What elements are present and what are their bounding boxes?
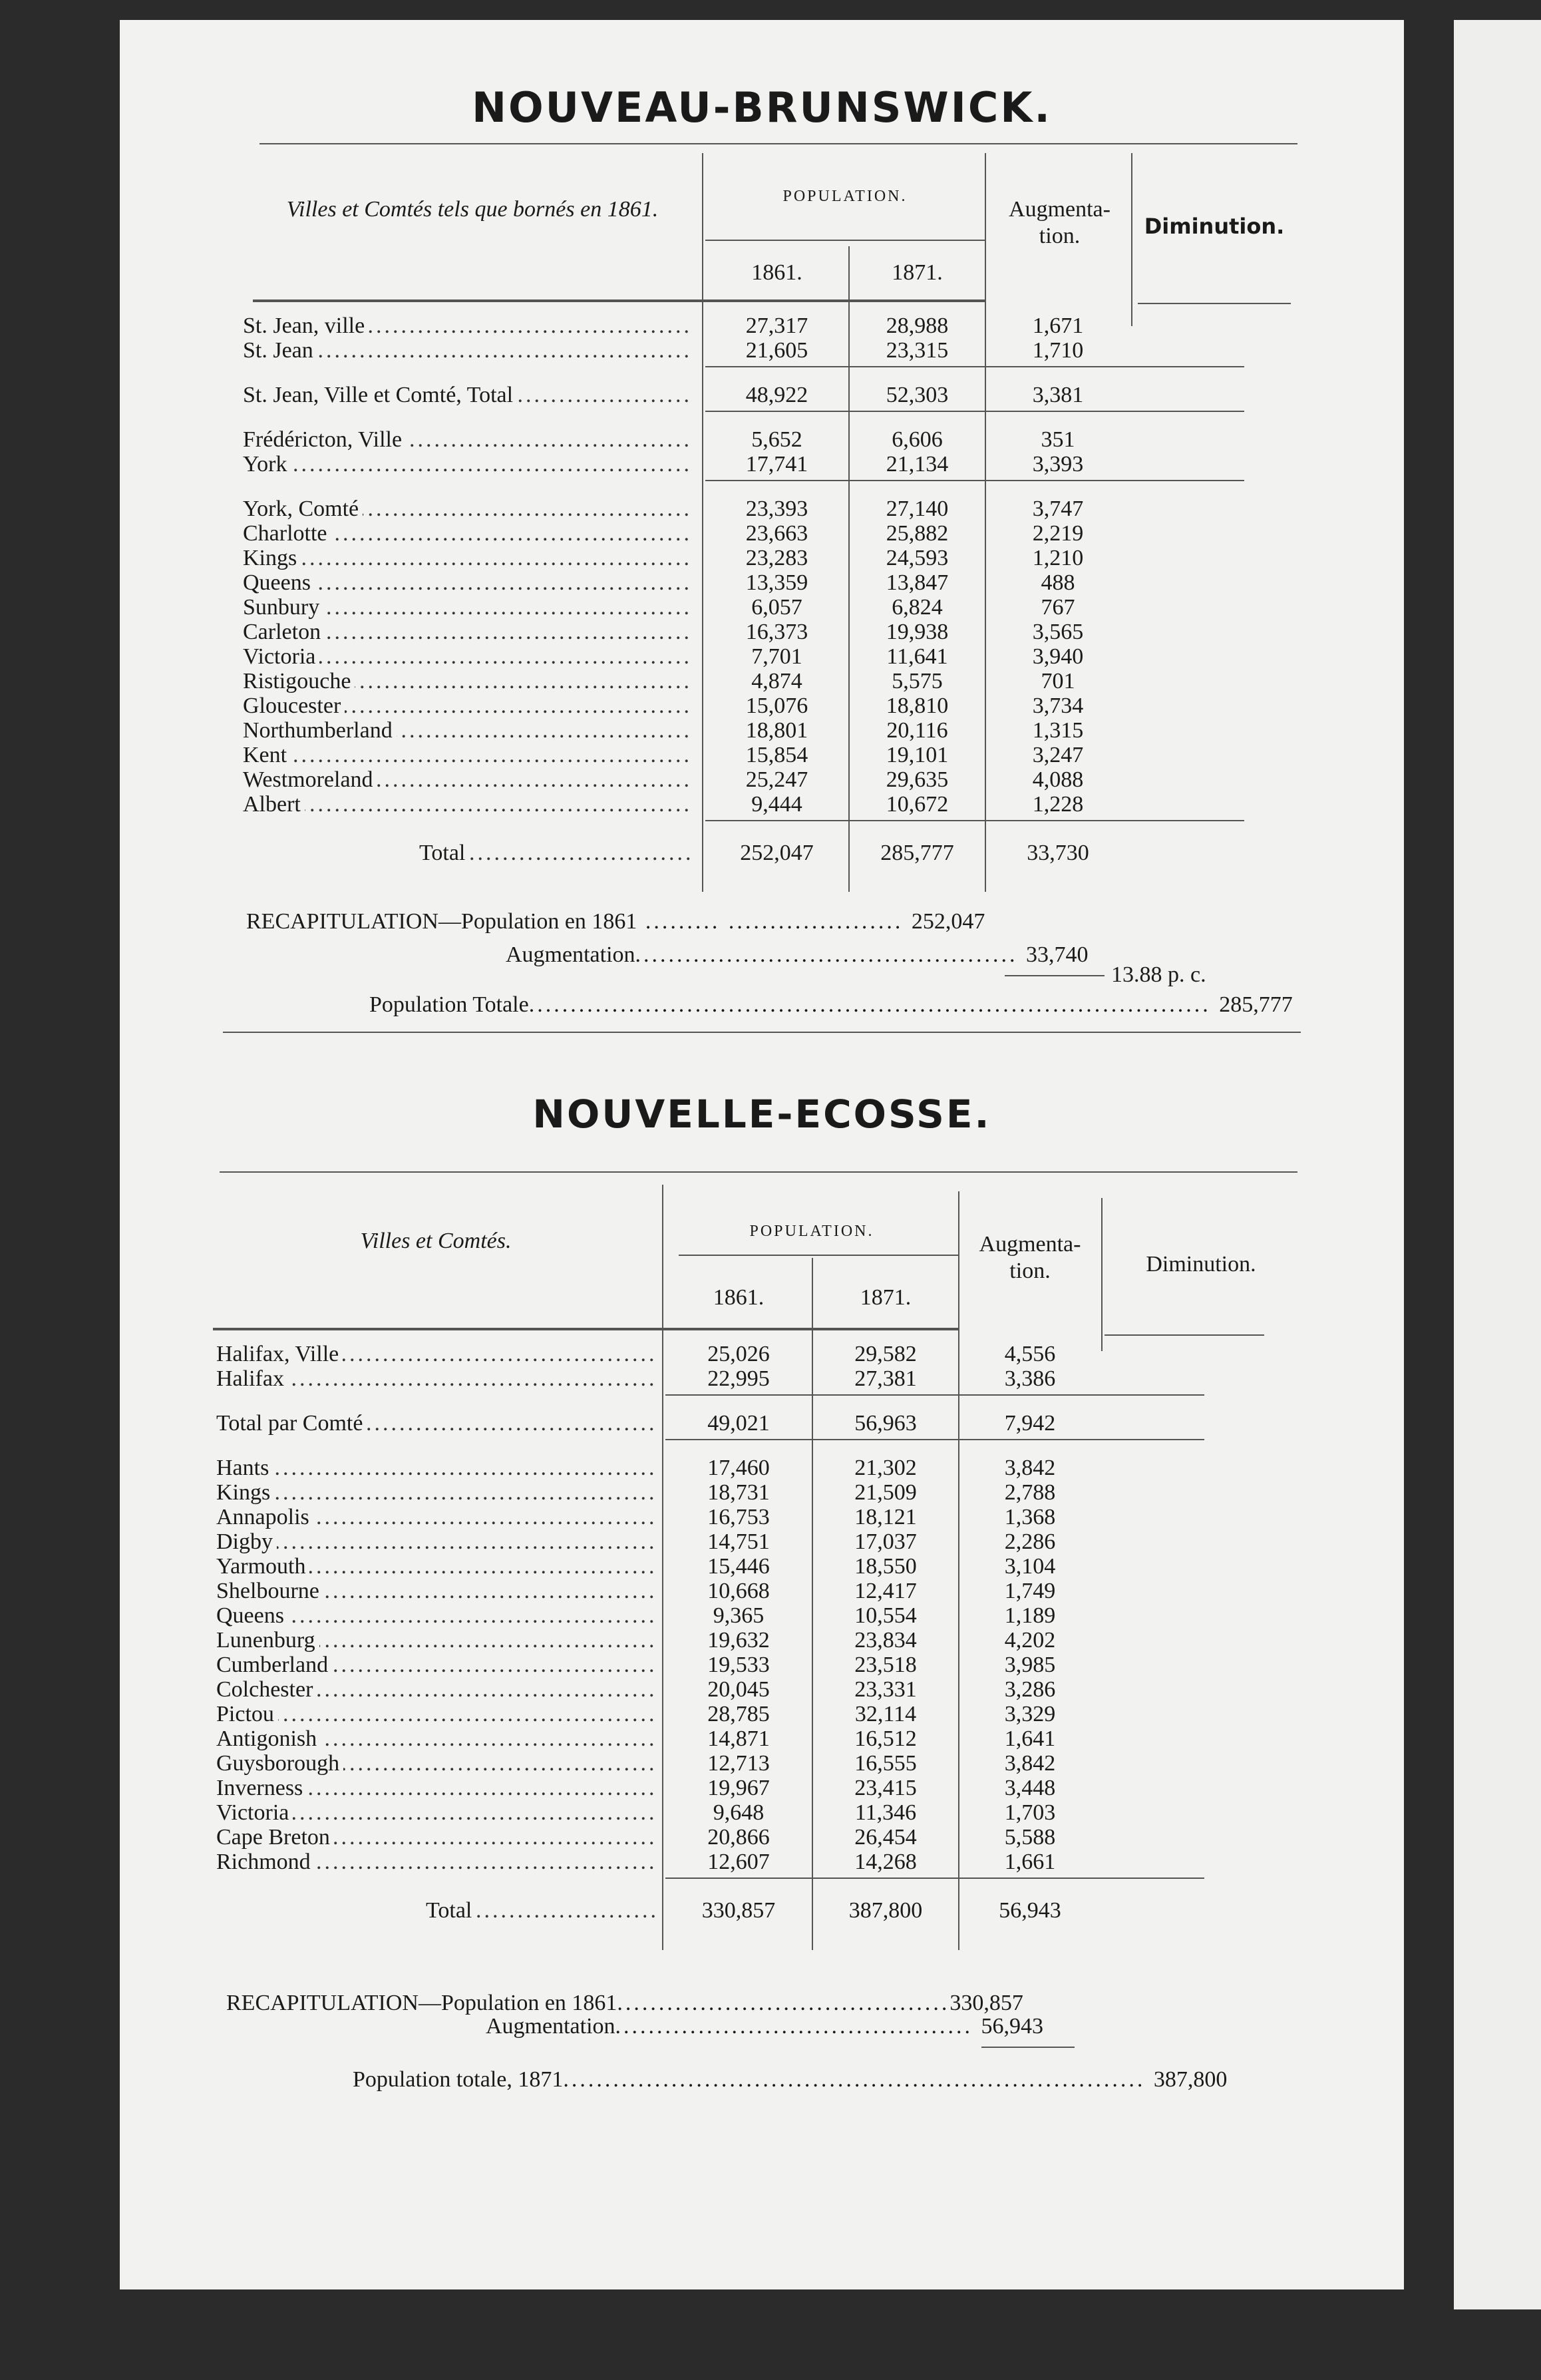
cell-p1861: 21,605: [745, 338, 808, 363]
cell-p1871: 19,938: [886, 620, 949, 644]
row-name: Inverness .....: [216, 1775, 655, 1802]
cell-p1861: 48,922: [745, 383, 808, 407]
recap-line: RECAPITULATION—Population en 1861 ......... ..................... 252,047: [246, 909, 985, 934]
table-row: [120, 1652, 1404, 1679]
cell-p1861: 252,047: [740, 841, 814, 865]
cell-p1861: 28,785: [707, 1702, 770, 1726]
row-name: Guysborough .....: [216, 1750, 655, 1777]
cell-aug: 3,842: [1004, 1456, 1056, 1480]
header-bottom-rule: [213, 1328, 958, 1330]
cell-aug: 3,386: [1004, 1366, 1056, 1391]
cell-p1861: 18,731: [707, 1480, 770, 1505]
table-row: [120, 619, 1404, 646]
row-name: Shelbourne .....: [216, 1578, 655, 1605]
cell-p1871: 285,777: [880, 841, 954, 865]
cell-p1871: 10,672: [886, 792, 949, 817]
table-row: [120, 496, 1404, 522]
cell-p1861: 4,874: [751, 669, 802, 694]
row-name: St. Jean, Ville et Comté, Total .....: [243, 382, 692, 409]
table-row: [120, 382, 1404, 409]
row-name: Cape Breton .....: [216, 1824, 655, 1851]
table-row: [120, 1849, 1404, 1876]
cell-aug: 5,588: [1004, 1825, 1056, 1850]
recap-augmentation-line: Augmentation........................................... 56,943: [486, 2014, 1044, 2039]
cell-p1871: 52,303: [886, 383, 949, 407]
cell-p1871: 21,509: [854, 1480, 917, 1505]
cell-p1871: 11,346: [854, 1800, 917, 1825]
table-row: [120, 1775, 1404, 1802]
cell-p1861: 16,373: [745, 620, 808, 644]
cell-aug: 3,393: [1032, 452, 1084, 477]
cell-p1871: 13,847: [886, 570, 949, 595]
table-row: [120, 668, 1404, 695]
header-augmentation: Augmenta- tion.: [979, 1232, 1081, 1283]
cell-aug: 3,104: [1004, 1554, 1056, 1579]
cell-p1871: 32,114: [854, 1702, 917, 1726]
table-row: [120, 594, 1404, 621]
row-name: Kings .....: [216, 1480, 655, 1506]
cell-p1861: 23,283: [745, 546, 808, 570]
cell-aug: 767: [1041, 595, 1075, 620]
table-row: [120, 570, 1404, 596]
cell-p1861: 15,854: [745, 743, 808, 767]
cell-aug: 3,286: [1004, 1677, 1056, 1702]
header-bottom-rule: [253, 299, 985, 302]
group-rule: [665, 1439, 1204, 1440]
row-name: St. Jean, ville .....: [243, 313, 692, 339]
cell-p1861: 12,713: [707, 1751, 770, 1776]
cell-p1861: 14,751: [707, 1529, 770, 1554]
cell-p1861: 330,857: [701, 1898, 776, 1923]
cell-p1871: 5,575: [892, 669, 943, 694]
cell-aug: 1,315: [1032, 718, 1084, 743]
row-name: Victoria .....: [216, 1800, 655, 1826]
cell-p1871: 17,037: [854, 1529, 917, 1554]
header-1861: 1861.: [713, 1285, 765, 1310]
recap-augmentation-value: 56,943: [981, 2014, 1044, 2039]
cell-p1871: 14,268: [854, 1850, 917, 1874]
column-rule: [1101, 1198, 1103, 1351]
cell-p1861: 9,444: [751, 792, 802, 817]
recap-total-label: Population totale, 1871: [353, 2067, 564, 2092]
recap-total-line: Population totale, 1871...................................................................... 387,800: [353, 2067, 1228, 2092]
cell-aug: 3,842: [1004, 1751, 1056, 1776]
cell-p1871: 6,824: [892, 595, 943, 620]
header-1871: 1871.: [860, 1285, 912, 1310]
row-name: Albert .....: [243, 791, 692, 818]
row-name: Lunenburg .....: [216, 1627, 655, 1654]
total-row: [120, 1897, 1404, 1924]
recap-rule: [1005, 975, 1105, 976]
row-name: Frédéricton, Ville .....: [243, 427, 692, 453]
table-row: [120, 1366, 1404, 1392]
cell-aug: 701: [1041, 669, 1075, 694]
cell-p1871: 12,417: [854, 1579, 917, 1603]
cell-aug: 1,368: [1004, 1505, 1056, 1529]
table-row: [120, 1341, 1404, 1368]
row-name: Carleton .....: [243, 619, 692, 646]
cell-p1871: 387,800: [848, 1898, 923, 1923]
table-row: [120, 337, 1404, 364]
recap-total-line: Population Totale.................................................................................. 285,777: [369, 992, 1293, 1017]
cell-aug: 1,710: [1032, 338, 1084, 363]
table-row: [120, 1627, 1404, 1654]
cell-p1861: 7,701: [751, 644, 802, 669]
cell-p1871: 56,963: [854, 1411, 917, 1436]
row-name: Antigonish .....: [216, 1726, 655, 1752]
recap-percent: 13.88 p. c.: [1111, 962, 1206, 987]
cell-p1861: 10,668: [707, 1579, 770, 1603]
recap-total-label: Population Totale: [369, 992, 529, 1017]
cell-p1871: 18,121: [854, 1505, 917, 1529]
cell-p1861: 12,607: [707, 1850, 770, 1874]
cell-p1861: 9,365: [713, 1603, 765, 1628]
cell-p1871: 27,140: [886, 496, 949, 521]
table-row: [120, 644, 1404, 670]
cell-p1871: 29,635: [886, 767, 949, 792]
cell-p1871: 24,593: [886, 546, 949, 570]
row-name: Westmoreland .....: [243, 767, 692, 793]
cell-p1861: 18,801: [745, 718, 808, 743]
cell-aug: 3,247: [1032, 743, 1084, 767]
table-row: [120, 1800, 1404, 1826]
row-name: Cumberland .....: [216, 1652, 655, 1679]
cell-aug: 351: [1041, 427, 1075, 452]
cell-p1871: 6,606: [892, 427, 943, 452]
recap-rule: [981, 2047, 1075, 2048]
cell-p1871: 29,582: [854, 1342, 917, 1366]
cell-aug: 4,556: [1004, 1342, 1056, 1366]
cell-p1871: 16,512: [854, 1726, 917, 1751]
cell-p1871: 10,554: [854, 1603, 917, 1628]
table-row: [120, 767, 1404, 793]
cell-p1871: 19,101: [886, 743, 949, 767]
cell-p1861: 19,967: [707, 1776, 770, 1800]
recap-augmentation-value: 33,740: [1026, 942, 1089, 967]
header-villes-comtes: Villes et Comtés tels que bornés en 1861.: [286, 197, 659, 222]
section-title: NOUVEAU-BRUNSWICK.: [472, 83, 1052, 132]
row-name: Northumberland .....: [243, 717, 692, 744]
facing-page-edge: [1454, 20, 1541, 2309]
cell-p1861: 13,359: [745, 570, 808, 595]
column-rule: [1131, 153, 1132, 326]
cell-aug: 1,189: [1004, 1603, 1056, 1628]
group-rule: [665, 1878, 1204, 1879]
document-page: [120, 20, 1404, 2289]
cell-p1871: 21,134: [886, 452, 949, 477]
cell-p1861: 25,026: [707, 1342, 770, 1366]
cell-p1871: 28,988: [886, 313, 949, 338]
cell-p1861: 23,393: [745, 496, 808, 521]
cell-p1861: 19,533: [707, 1653, 770, 1677]
group-rule: [705, 411, 1244, 412]
cell-aug: 2,219: [1032, 521, 1084, 546]
table-top-rule: [259, 143, 1297, 144]
table-row: [120, 1603, 1404, 1629]
cell-p1861: 6,057: [751, 595, 802, 620]
row-name: Annapolis .....: [216, 1504, 655, 1531]
table-row: [120, 1824, 1404, 1851]
cell-aug: 3,985: [1004, 1653, 1056, 1677]
header-rule: [705, 240, 985, 241]
cell-aug: 7,942: [1004, 1411, 1056, 1436]
cell-aug: 1,671: [1032, 313, 1084, 338]
group-rule: [665, 1394, 1204, 1396]
header-1861: 1861.: [751, 260, 802, 285]
cell-p1871: 18,550: [854, 1554, 917, 1579]
row-name: Digby .....: [216, 1529, 655, 1555]
diminution-rule: [1105, 1334, 1264, 1336]
recap-augmentation-label: Augmentation: [486, 2014, 615, 2039]
section-separator: [223, 1032, 1301, 1033]
cell-p1861: 9,648: [713, 1800, 765, 1825]
cell-aug: 3,448: [1004, 1776, 1056, 1800]
header-rule: [679, 1255, 958, 1256]
row-name: Queens .....: [216, 1603, 655, 1629]
cell-p1861: 19,632: [707, 1628, 770, 1653]
table-row: [120, 427, 1404, 453]
cell-aug: 3,734: [1032, 694, 1084, 718]
group-rule: [705, 366, 1244, 367]
cell-p1861: 16,753: [707, 1505, 770, 1529]
header-diminution: Diminution.: [1144, 214, 1285, 239]
header-augmentation: Augmenta- tion.: [1009, 197, 1111, 248]
cell-aug: 3,329: [1004, 1702, 1056, 1726]
cell-aug: 1,228: [1032, 792, 1084, 817]
cell-aug: 4,202: [1004, 1628, 1056, 1653]
recap-total-value: 285,777: [1219, 992, 1293, 1017]
recap-augmentation-label: Augmentation: [506, 942, 635, 967]
row-name: Richmond .....: [216, 1849, 655, 1876]
recap-1861-value: 252,047: [911, 909, 985, 934]
cell-p1871: 26,454: [854, 1825, 917, 1850]
table-row: [120, 313, 1404, 339]
cell-aug: 1,210: [1032, 546, 1084, 570]
cell-p1871: 23,415: [854, 1776, 917, 1800]
cell-p1861: 25,247: [745, 767, 808, 792]
group-rule: [705, 820, 1244, 821]
cell-p1871: 23,315: [886, 338, 949, 363]
cell-p1861: 20,045: [707, 1677, 770, 1702]
cell-aug: 33,730: [1027, 841, 1089, 865]
row-name: St. Jean .....: [243, 337, 692, 364]
row-name: Gloucester .....: [243, 693, 692, 719]
total-row: [120, 840, 1404, 867]
cell-p1861: 23,663: [745, 521, 808, 546]
cell-p1871: 11,641: [886, 644, 948, 669]
diminution-rule: [1138, 303, 1291, 304]
table-row: [120, 1504, 1404, 1531]
cell-p1861: 27,317: [745, 313, 808, 338]
row-name: Halifax, Ville .....: [216, 1341, 655, 1368]
header-diminution: Diminution.: [1146, 1252, 1256, 1277]
row-name: Victoria .....: [243, 644, 692, 670]
table-row: [120, 545, 1404, 572]
recap-label: RECAPITULATION—Population en 1861: [226, 1991, 617, 2015]
table-top-rule: [220, 1171, 1297, 1173]
cell-p1871: 25,882: [886, 521, 949, 546]
cell-aug: 2,788: [1004, 1480, 1056, 1505]
row-name: Hants .....: [216, 1455, 655, 1482]
cell-p1861: 15,076: [745, 694, 808, 718]
table-row: [120, 1480, 1404, 1506]
cell-aug: 3,747: [1032, 496, 1084, 521]
table-row: [120, 1677, 1404, 1703]
table-row: [120, 693, 1404, 719]
cell-p1861: 15,446: [707, 1554, 770, 1579]
table-row: [120, 1529, 1404, 1555]
row-name: Halifax .....: [216, 1366, 655, 1392]
group-rule: [705, 480, 1244, 481]
cell-aug: 4,088: [1032, 767, 1084, 792]
table-row: [120, 1750, 1404, 1777]
cell-p1861: 17,460: [707, 1456, 770, 1480]
row-name: York, Comté .....: [243, 496, 692, 522]
cell-p1861: 22,995: [707, 1366, 770, 1391]
table-row: [120, 1701, 1404, 1728]
table-row: [120, 717, 1404, 744]
row-name: Kent .....: [243, 742, 692, 769]
recap-total-value: 387,800: [1153, 2067, 1228, 2092]
recap-1861-value: 330,857: [949, 1991, 1023, 2015]
table-row: [120, 1455, 1404, 1482]
row-name: Total .....: [419, 840, 692, 867]
cell-aug: 3,565: [1032, 620, 1084, 644]
table-row: [120, 791, 1404, 818]
table-row: [120, 742, 1404, 769]
cell-p1861: 49,021: [707, 1411, 770, 1436]
row-name: Kings .....: [243, 545, 692, 572]
section-title: NOUVELLE-ECOSSE.: [532, 1091, 991, 1137]
cell-p1871: 23,518: [854, 1653, 917, 1677]
row-name: Sunbury .....: [243, 594, 692, 621]
cell-p1871: 27,381: [854, 1366, 917, 1391]
row-name: Charlotte .....: [243, 520, 692, 547]
cell-p1871: 23,834: [854, 1628, 917, 1653]
cell-aug: 1,641: [1004, 1726, 1056, 1751]
row-name: Colchester .....: [216, 1677, 655, 1703]
recap-augmentation-line: Augmentation.............................................. 33,740: [506, 942, 1089, 967]
cell-p1871: 20,116: [886, 718, 948, 743]
cell-p1861: 14,871: [707, 1726, 770, 1751]
cell-aug: 2,286: [1004, 1529, 1056, 1554]
header-villes-comtes: Villes et Comtés.: [360, 1229, 512, 1253]
header-population: POPULATION.: [782, 188, 908, 205]
recap-label: RECAPITULATION—Population en 1861: [246, 909, 637, 934]
cell-aug: 488: [1041, 570, 1075, 595]
cell-p1871: 18,810: [886, 694, 949, 718]
cell-p1861: 17,741: [745, 452, 808, 477]
row-name: Yarmouth .....: [216, 1553, 655, 1580]
row-name: Queens .....: [243, 570, 692, 596]
cell-aug: 1,661: [1004, 1850, 1056, 1874]
table-row: [120, 1578, 1404, 1605]
table-row: [120, 1553, 1404, 1580]
cell-aug: 56,943: [999, 1898, 1061, 1923]
row-name: Total par Comté .....: [216, 1410, 655, 1437]
row-name: Total .....: [426, 1897, 655, 1924]
header-1871: 1871.: [892, 260, 943, 285]
header-population: POPULATION.: [749, 1223, 874, 1240]
table-row: [120, 520, 1404, 547]
cell-p1871: 16,555: [854, 1751, 917, 1776]
recap-line: RECAPITULATION—Population en 1861........................................330,857: [226, 1991, 1023, 2015]
cell-p1871: 23,331: [854, 1677, 917, 1702]
row-name: Ristigouche .....: [243, 668, 692, 695]
cell-p1861: 5,652: [751, 427, 802, 452]
row-name: York .....: [243, 451, 692, 478]
cell-aug: 3,381: [1032, 383, 1084, 407]
row-name: Pictou .....: [216, 1701, 655, 1728]
cell-p1861: 20,866: [707, 1825, 770, 1850]
cell-p1871: 21,302: [854, 1456, 917, 1480]
cell-aug: 1,749: [1004, 1579, 1056, 1603]
table-row: [120, 451, 1404, 478]
table-row: [120, 1726, 1404, 1752]
cell-aug: 3,940: [1032, 644, 1084, 669]
cell-aug: 1,703: [1004, 1800, 1056, 1825]
table-row: [120, 1410, 1404, 1437]
